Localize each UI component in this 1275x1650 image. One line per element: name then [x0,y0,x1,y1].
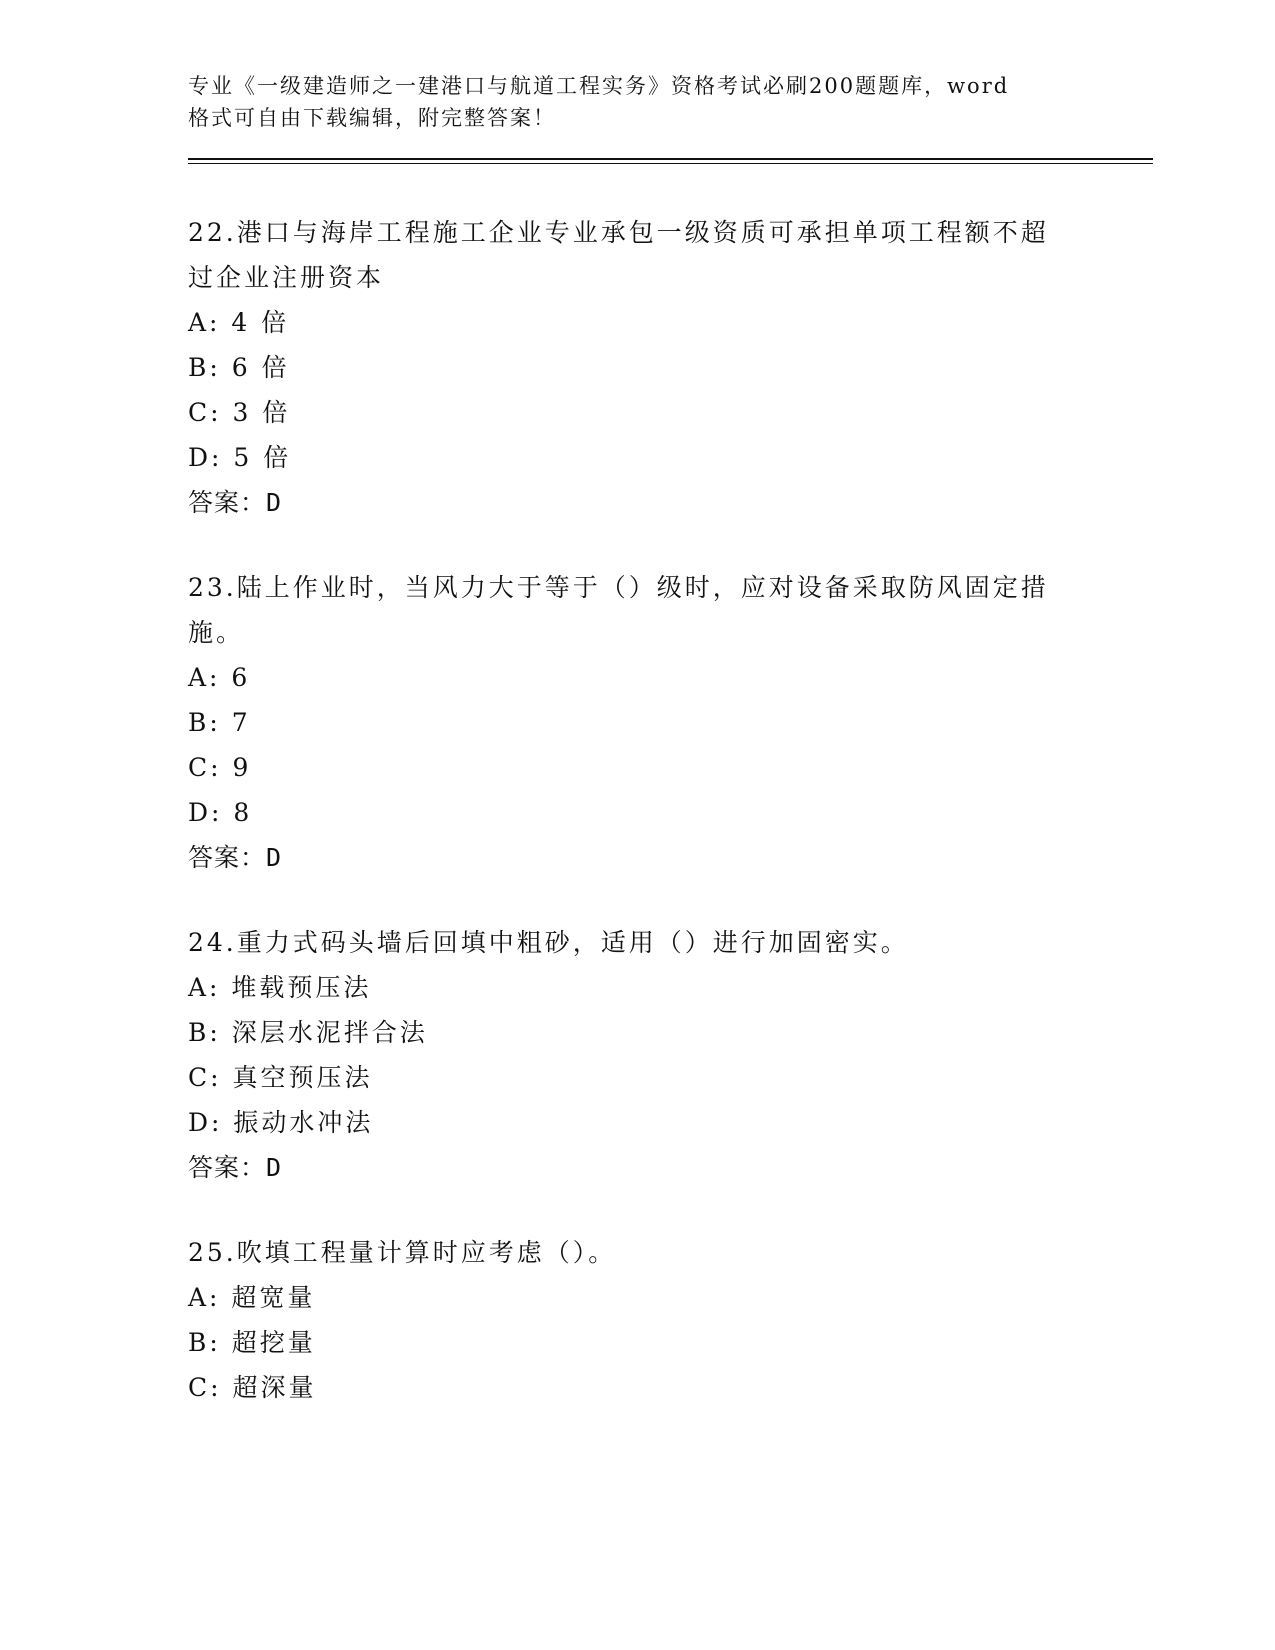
question-text: 23.陆上作业时，当风力大于等于（）级时，应对设备采取防风固定措施。 [188,573,1049,647]
option-a: A: 超宽量 [188,1283,316,1312]
answer: 答案：D [188,843,283,872]
option-d: D: 5 倍 [188,443,292,472]
header-divider [188,158,1153,164]
question-22 [188,210,1118,525]
option-b: B: 超挖量 [188,1328,316,1357]
option-c: C: 3 倍 [188,398,291,427]
option-b: B: 深层水泥拌合法 [188,1018,428,1047]
question-25 [188,1230,1118,1410]
header-line-2: 格式可自由下载编辑，附完整答案！ [188,106,556,130]
answer: 答案：D [188,1153,283,1182]
answer: 答案：D [188,488,283,517]
option-c: C: 9 [188,753,252,782]
question-text: 25.吹填工程量计算时应考虑（）。 [188,1238,617,1267]
question-text: 22.港口与海岸工程施工企业专业承包一级资质可承担单项工程额不超过企业注册资本 [188,218,1049,292]
option-a: A: 6 [188,663,251,692]
option-d: D: 振动水冲法 [188,1108,374,1137]
question-text: 24.重力式码头墙后回填中粗砂，适用（）进行加固密实。 [188,928,909,957]
option-b: B: 7 [188,708,251,737]
question-23 [188,565,1118,880]
option-c: C: 真空预压法 [188,1063,373,1092]
option-b: B: 6 倍 [188,353,290,382]
option-c: C: 超深量 [188,1373,317,1402]
option-d: D: 8 [188,798,253,827]
question-24 [188,920,1118,1190]
document-page [188,70,1118,1450]
document-header [188,70,1088,134]
option-a: A: 4 倍 [188,308,290,337]
header-line-1: 专业《一级建造师之一建港口与航道工程实务》资格考试必刷200题题库，word [188,74,1010,98]
option-a: A: 堆载预压法 [188,973,372,1002]
